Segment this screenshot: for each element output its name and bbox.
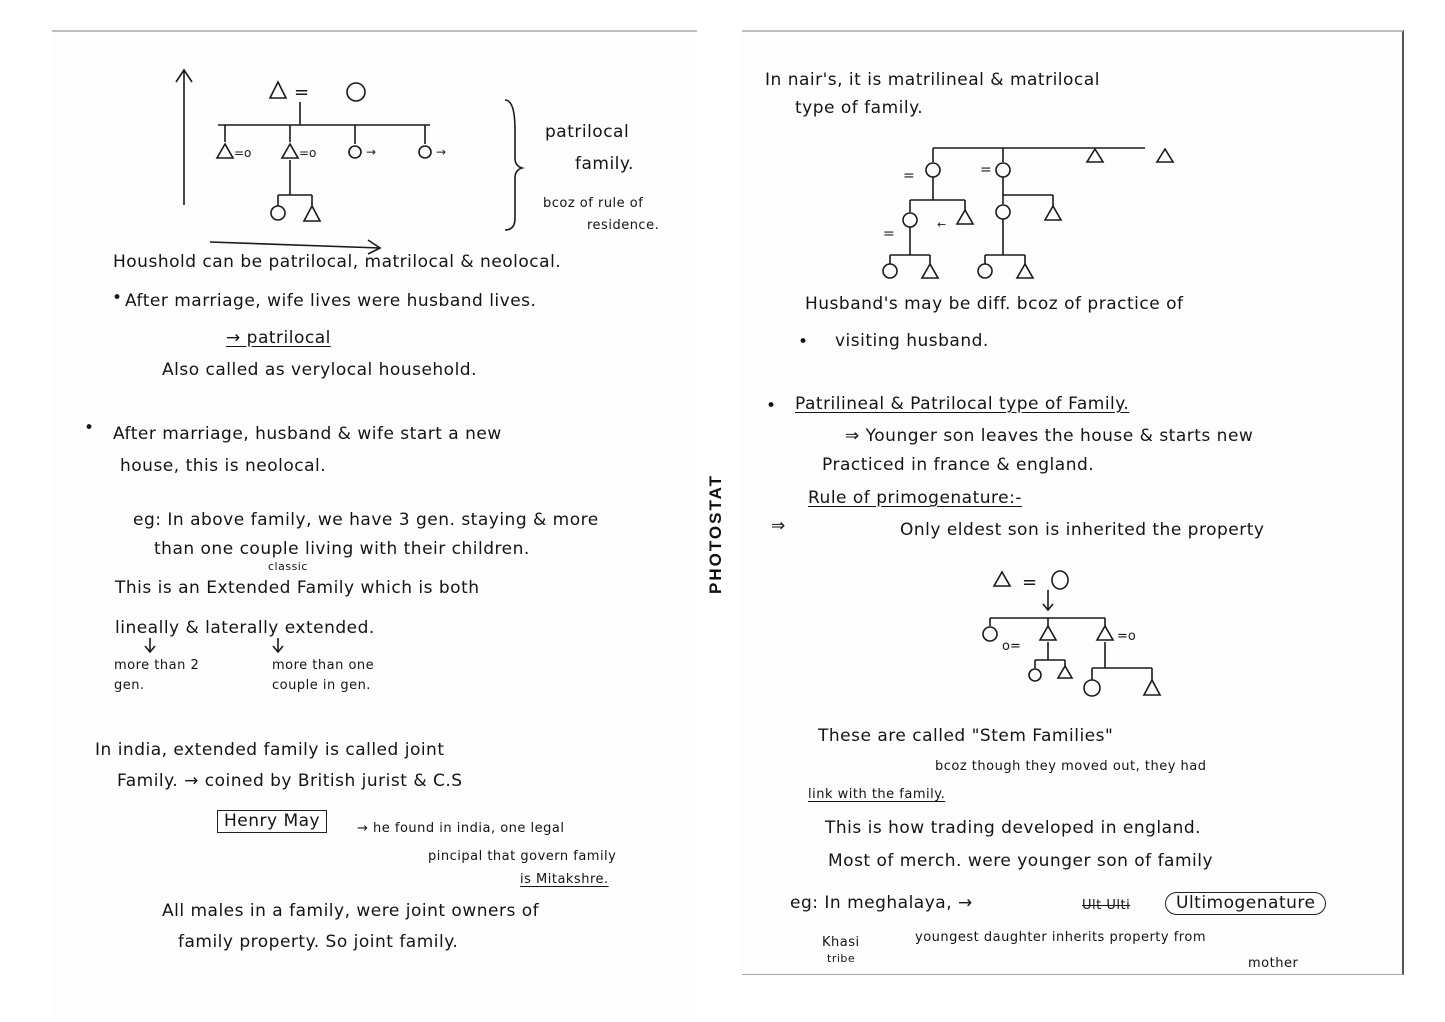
nair-family-line-2: type of family. — [795, 98, 924, 118]
svg-text:=: = — [1022, 572, 1038, 593]
khasi-label: Khasi — [822, 935, 860, 950]
struck-word: Ult Ulti — [1082, 898, 1131, 913]
svg-text:←: ← — [937, 218, 947, 231]
henry-may-box: Henry May — [217, 810, 327, 833]
bullet-dot: • — [112, 288, 123, 308]
trading-line: This is how trading developed in england. — [825, 818, 1202, 838]
bullet-dot: • — [798, 332, 809, 352]
france-england-line: Practiced in france & england. — [822, 455, 1095, 475]
patrilineal-heading: Patrilineal & Patrilocal type of Family. — [795, 394, 1130, 414]
svg-text:=: = — [883, 226, 895, 242]
tribe-label: tribe — [827, 952, 856, 965]
joint-owners-line-1: All males in a family, were joint owners of — [162, 901, 540, 921]
classic-insert: classic — [268, 560, 308, 573]
bracket-note-line-2: family. — [575, 154, 634, 174]
primogeniture-heading: Rule of primogenature:- — [808, 488, 1022, 508]
patrilocal-family-diagram — [170, 70, 510, 260]
svg-text:=: = — [903, 168, 915, 184]
lineally-laterally-line: lineally & laterally extended. — [115, 618, 375, 638]
meghalaya-prefix: eg: In meghalaya, → — [790, 893, 973, 913]
bracket-note-line-3: bcoz of rule of — [543, 196, 644, 211]
bracket-note-line-1: patrilocal — [545, 122, 630, 142]
joint-owners-line-2: family property. So joint family. — [178, 932, 459, 952]
stem-reason-line-2: link with the family. — [808, 787, 946, 802]
implication-arrow: ⇒ — [771, 516, 786, 536]
mitakshara-term: is Mitakshre. — [520, 872, 609, 887]
mother-word: mother — [1248, 956, 1299, 971]
neolocal-definition-line-1: After marriage, husband & wife start a new — [113, 424, 502, 444]
svg-text:=: = — [294, 82, 310, 103]
svg-text:=o: =o — [299, 146, 317, 160]
example-line-1: eg: In above family, we have 3 gen. staying & more — [133, 510, 599, 530]
stem-reason-line-1: bcoz though they moved out, they had — [935, 759, 1207, 774]
ultimogeniture-circled: Ultimogenature — [1165, 892, 1326, 915]
henry-may-note-1: → he found in india, one legal — [357, 821, 565, 836]
neolocal-definition-line-2: house, this is neolocal. — [120, 456, 327, 476]
matrilineal-family-diagram — [875, 140, 1195, 290]
example-line-2: than one couple living with their children. — [154, 539, 530, 559]
patrilocal-definition-line: After marriage, wife lives were husband lives. — [125, 291, 537, 311]
bracket-note-line-4: residence. — [587, 218, 660, 233]
svg-text:o=: o= — [1002, 639, 1021, 654]
youngest-daughter-line: youngest daughter inherits property from — [915, 930, 1206, 945]
photostat-stamp: PHOTOSTAT — [706, 474, 725, 594]
joint-family-line-1: In india, extended family is called joint — [95, 740, 445, 760]
joint-family-line-2: Family. → coined by British jurist & C.S — [117, 771, 463, 791]
bullet-dot: • — [84, 418, 95, 438]
stem-families-line: These are called "Stem Families" — [818, 726, 1114, 746]
svg-text:→: → — [436, 145, 447, 159]
younger-son-line: ⇒ Younger son leaves the house & starts new — [845, 426, 1254, 446]
svg-text:=o: =o — [1117, 629, 1136, 644]
eldest-son-line: Only eldest son is inherited the property — [900, 520, 1265, 540]
lineally-subnote: more than 2 gen. — [114, 658, 200, 693]
sub-note-arrows — [140, 638, 290, 658]
virilocal-line: Also called as verylocal household. — [162, 360, 477, 380]
household-types-line: Houshold can be patrilocal, matrilocal & neolocal. — [113, 252, 562, 272]
visiting-husband-line-2: visiting husband. — [835, 331, 989, 351]
laterally-subnote: more than one couple in gen. — [272, 658, 375, 693]
extended-family-line: This is an Extended Family which is both — [115, 578, 480, 598]
svg-text:=: = — [980, 162, 992, 178]
bullet-dot: • — [766, 396, 777, 416]
patrilocal-term: → patrilocal — [226, 328, 331, 348]
merchants-line: Most of merch. were younger son of family — [828, 851, 1214, 871]
nair-family-line-1: In nair's, it is matrilineal & matrilocal — [765, 70, 1100, 90]
visiting-husband-line-1: Husband's may be diff. bcoz of practice of — [805, 294, 1184, 314]
stem-family-diagram — [980, 568, 1180, 708]
henry-may-note-2: pincipal that govern family — [428, 849, 617, 864]
svg-text:→: → — [366, 145, 377, 159]
svg-text:=o: =o — [234, 146, 252, 160]
